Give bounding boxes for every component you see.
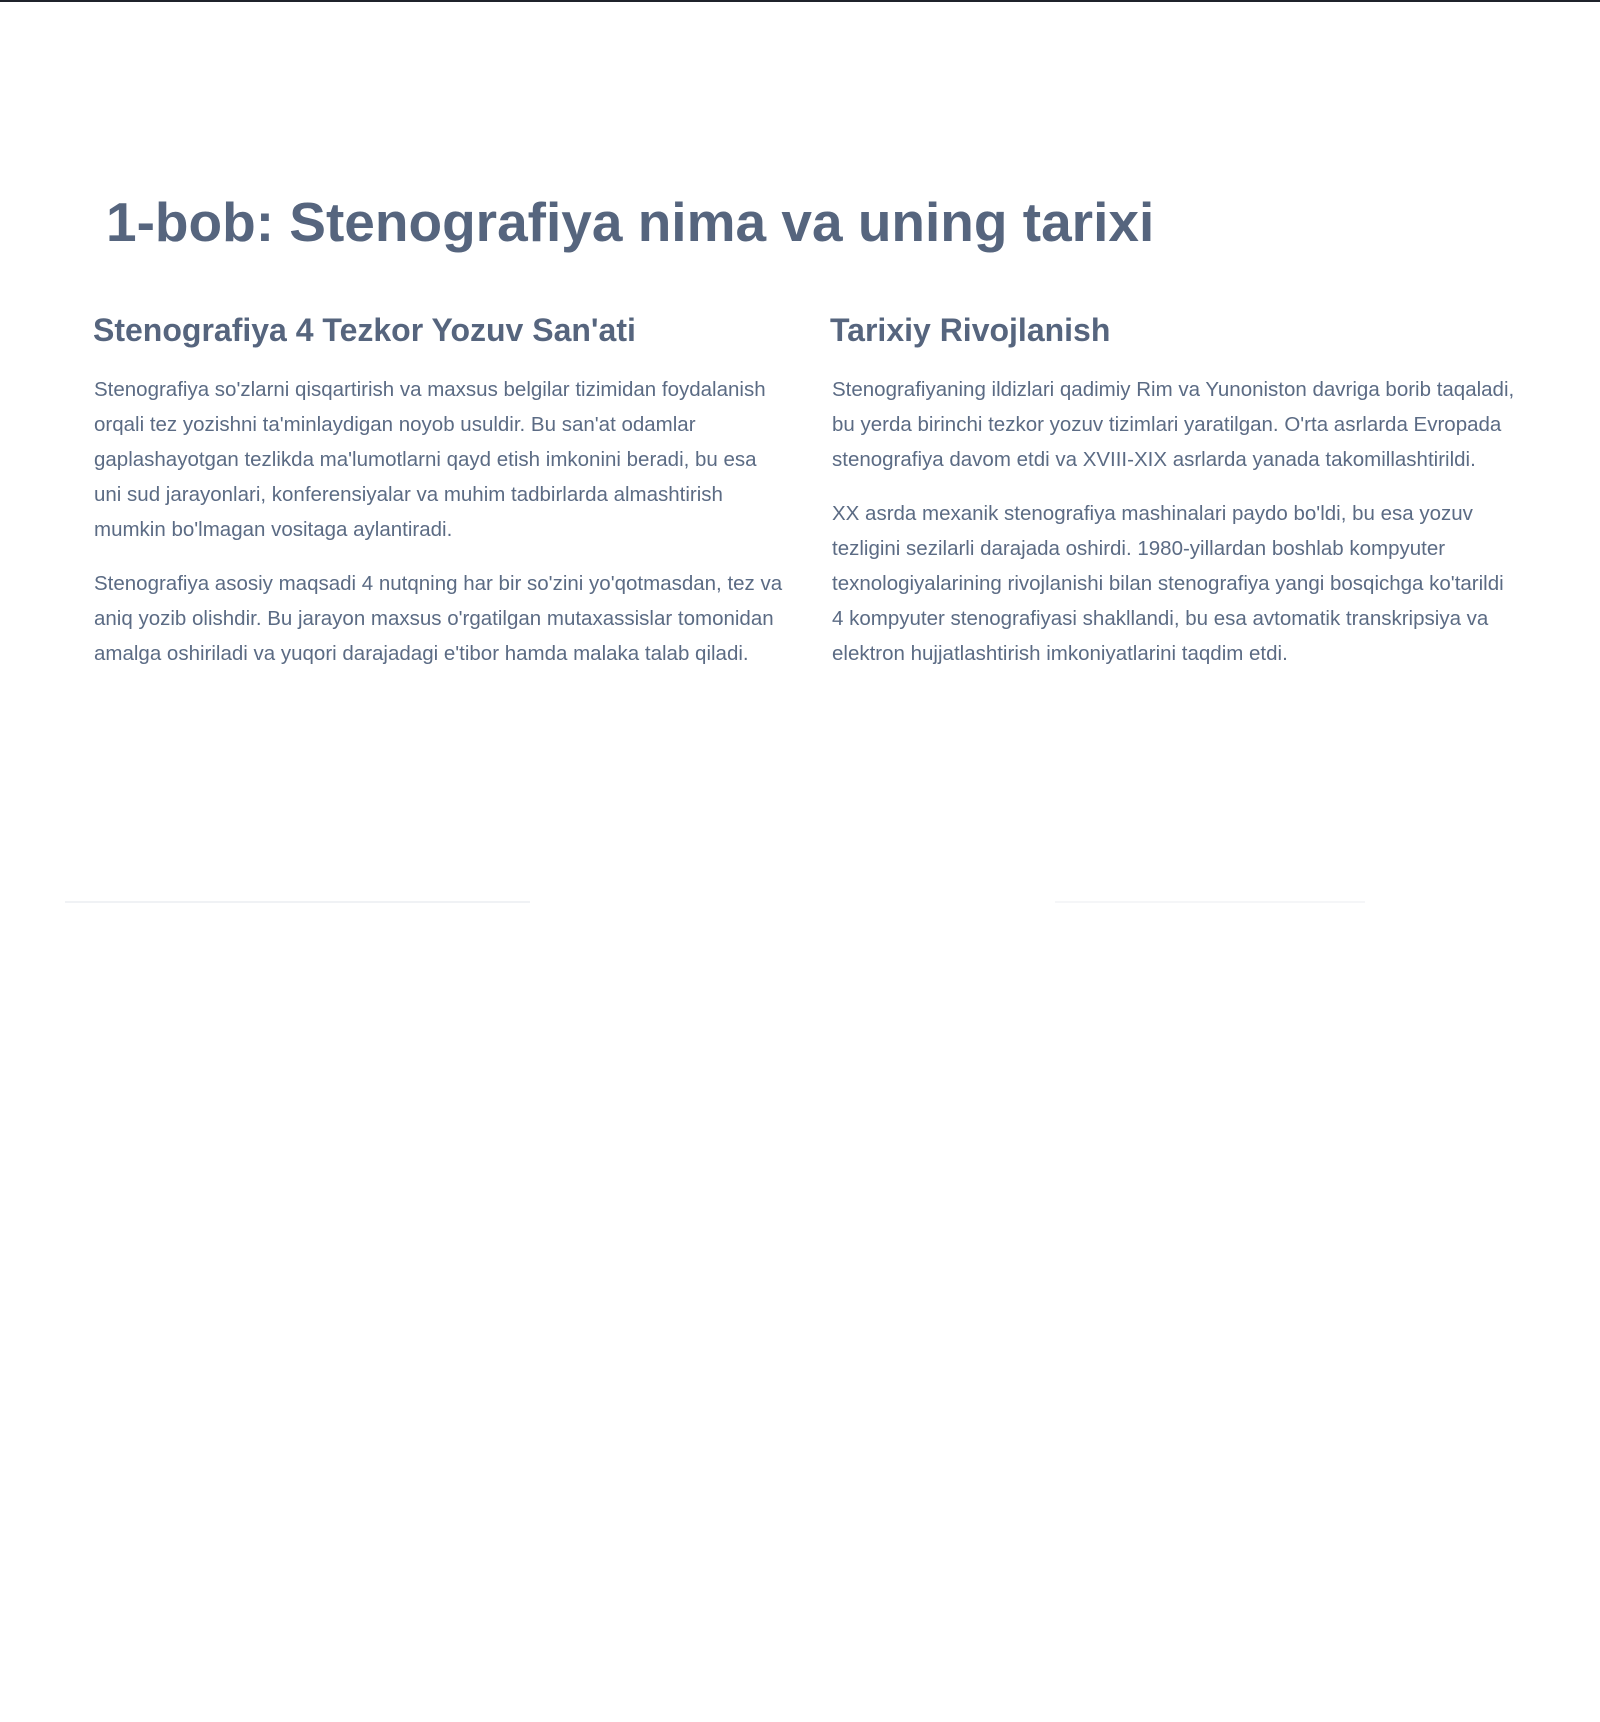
right-column (830, 308, 1520, 690)
faint-divider-right (1055, 901, 1365, 903)
faint-divider-left (65, 901, 530, 903)
left-paragraph-2: Stenografiya asosiy maqsadi 4 nutqning har bir so'zini yo'qotmasdan, tez va aniq yozib olishdir. Bu jarayon maxsus o'rgatilgan mutaxassislar tomonidan amalga oshiriladi va yuqori darajadagi e'tibor hamda malaka talab qiladi. (94, 572, 783, 665)
right-paragraph-2: XX asrda mexanik stenografiya mashinalari paydo bo'ldi, bu esa yozuv tezligini sezilarli darajada oshirdi. 1980-yillardan boshlab kompyuter texnologiyalarining rivojlanishi bilan stenografiya yangi bosqichga ko'tarildi 4 kompyuter stenografiyasi shakllandi, bu esa avtomatik transkripsiya va elektron hujjatlashtirish imkoniyatlarini taqdim etdi. (832, 502, 1504, 665)
left-column-heading: Stenografiya 4 Tezkor Yozuv San'ati (93, 312, 636, 348)
right-column-heading: Tarixiy Rivojlanish (830, 312, 1111, 348)
right-paragraph-1: Stenografiyaning ildizlari qadimiy Rim va Yunoniston davriga borib taqaladi, bu yerda birinchi tezkor yozuv tizimlari yaratilgan. O'rta asrlarda Evropada stenografiya davom etdi va XVIII-XIX asrlarda yanada takomillashtirildi. (832, 378, 1515, 471)
chapter-title: 1-bob: Stenografiya nima va uning tarixi (106, 191, 1155, 253)
left-paragraph-1: Stenografiya so'zlarni qisqartirish va maxsus belgilar tizimidan foydalanish orqali tez yozishni ta'minlaydigan noyob usuldir. Bu san'at odamlar gaplashayotgan tezlikda ma'lumotlarni qayd etish imkonini beradi, bu esa uni sud jarayonlari, konferensiyalar va muhim tadbirlarda almashtirish mumkin bo'lmagan vositaga aylantiradi. (94, 378, 766, 541)
left-column (93, 308, 783, 690)
